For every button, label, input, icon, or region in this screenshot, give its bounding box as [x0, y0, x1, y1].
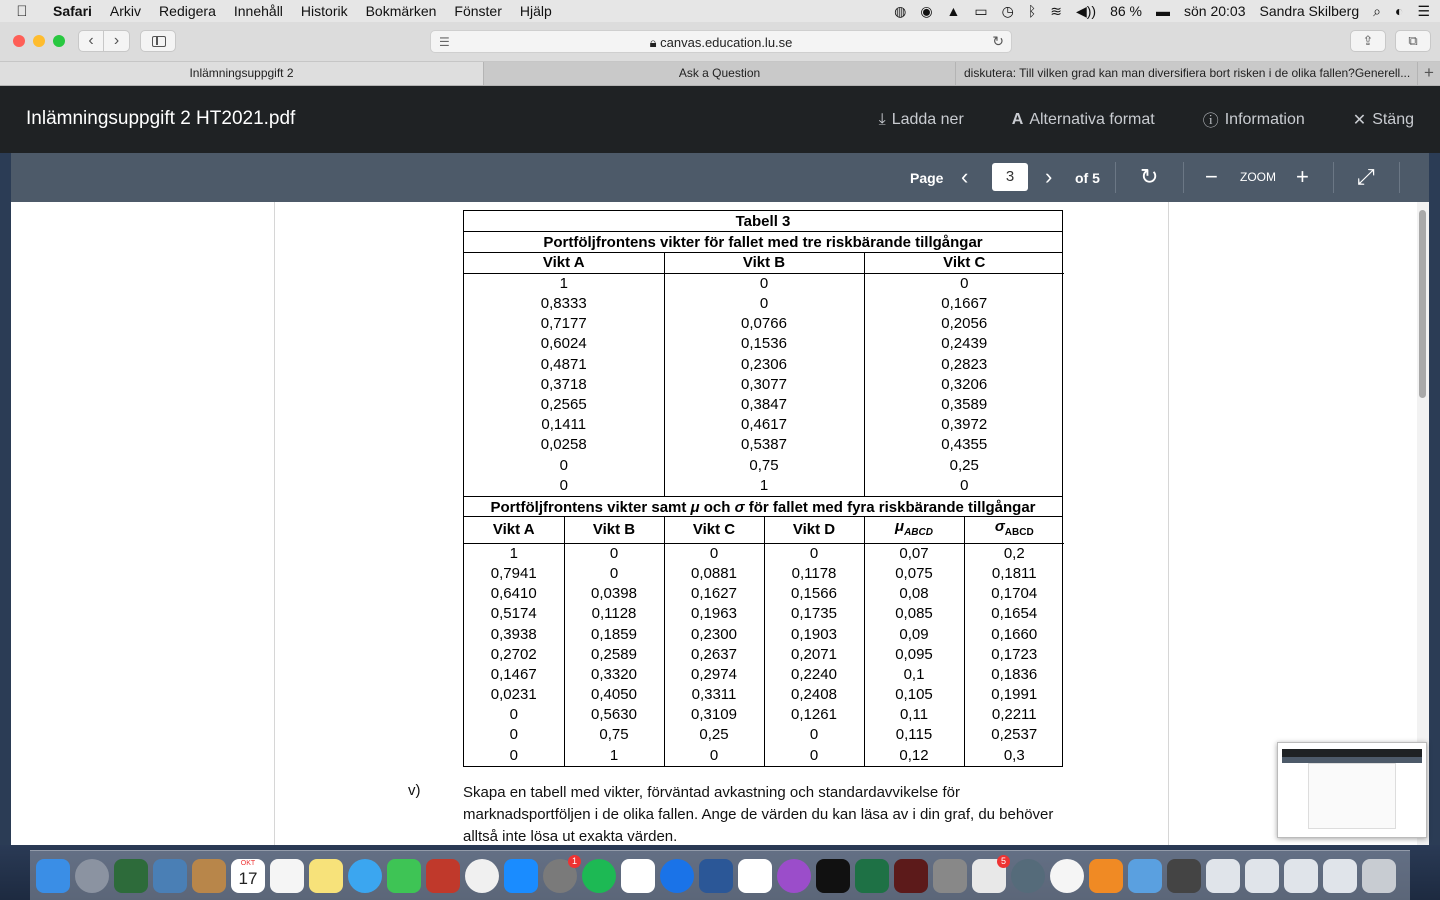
- table-cell: 0,2702: [490, 645, 537, 663]
- table-cell: 1: [509, 544, 518, 562]
- table-cell: 0: [509, 746, 518, 764]
- table-row: [464, 294, 1064, 314]
- time-machine-icon[interactable]: ◷: [1001, 2, 1014, 19]
- settings-badge: 1: [568, 855, 581, 868]
- sigma-symbol: σ: [734, 498, 745, 516]
- table-cell: 0,1991: [964, 685, 1064, 705]
- window-controls: [13, 35, 65, 47]
- sidebar-icon: [152, 36, 166, 47]
- table-cell: 0: [509, 726, 518, 744]
- url-text: canvas.education.lu.se: [660, 35, 793, 50]
- calculator-icon[interactable]: [933, 859, 967, 893]
- dock: [30, 850, 1410, 900]
- table-cell: 0,1811: [964, 564, 1064, 584]
- table-row: [464, 476, 1064, 496]
- page-label: Page: [910, 170, 944, 186]
- pdf-viewer[interactable]: [11, 202, 1429, 845]
- table-cell: 0,25: [864, 456, 1064, 476]
- menu-app-name[interactable]: Safari: [53, 3, 92, 19]
- pages-icon[interactable]: [621, 859, 655, 893]
- office-badge: 5: [997, 855, 1010, 868]
- toolbar-separator: [1115, 162, 1116, 193]
- table-cell: 0,3077: [664, 375, 864, 395]
- table-cell: 0,4355: [864, 435, 1064, 455]
- column-header-mu: [864, 517, 964, 544]
- close-window-button[interactable]: [13, 35, 25, 47]
- doc-actions: [879, 108, 1414, 131]
- table-cell: 0,08: [864, 584, 964, 604]
- volume-icon[interactable]: ◀)): [1075, 2, 1097, 19]
- toolbar-separator: [1333, 162, 1334, 193]
- table-cell: 0,6410: [490, 585, 537, 603]
- back-button[interactable]: ‹: [78, 30, 104, 52]
- column-header: Vikt C: [664, 517, 764, 544]
- table-header-row: [464, 517, 1064, 544]
- table-cell: 0,1660: [964, 624, 1064, 644]
- table-row: [464, 395, 1064, 415]
- table-cell: 0,1723: [964, 645, 1064, 665]
- table-cell: 0,1411: [541, 416, 587, 434]
- section1-title: Portföljfrontens vikter för fallet med tre riskbärande tillgångar: [464, 232, 1062, 253]
- bankid-icon[interactable]: [738, 859, 772, 893]
- downloads-folder-icon[interactable]: [1128, 859, 1162, 893]
- share-button[interactable]: ⇪: [1350, 30, 1386, 52]
- excel-icon[interactable]: [855, 859, 889, 893]
- table-row: [464, 274, 1064, 295]
- word-icon[interactable]: [699, 859, 733, 893]
- table-cell: 0,2071: [764, 645, 864, 665]
- table-cell: 0,3718: [540, 375, 587, 393]
- table-cell: 0,1: [864, 665, 964, 685]
- table-cell: 0: [559, 476, 568, 494]
- table-cell: 0,085: [864, 604, 964, 624]
- table-cell: 0,4617: [664, 415, 864, 435]
- section2-title: [464, 496, 1062, 517]
- table-cell: 0,2211: [964, 705, 1064, 725]
- table-cell: 0,1261: [764, 705, 864, 725]
- table-cell: 0,2306: [664, 355, 864, 375]
- wifi-icon[interactable]: ≋: [1050, 2, 1062, 19]
- alternative-formats-button[interactable]: [1012, 108, 1155, 131]
- forward-button[interactable]: ›: [104, 30, 130, 52]
- column-header: Vikt A: [464, 517, 564, 544]
- table-cell: 0,2589: [564, 645, 664, 665]
- table-cell: 0: [664, 274, 864, 295]
- system-preferences-icon[interactable]: [543, 855, 577, 893]
- menu-item-hjalp[interactable]: Hjälp: [519, 3, 552, 19]
- table-row: [464, 435, 1064, 455]
- table-cell: 0,11: [864, 705, 964, 725]
- table-cell: 0,2637: [664, 645, 764, 665]
- toolbar-separator: [1183, 162, 1184, 193]
- page-total: of 5: [1075, 170, 1100, 186]
- safari-icon[interactable]: [660, 859, 694, 893]
- reader-icon[interactable]: ☰: [439, 35, 450, 49]
- table-cell: 0,1178: [764, 564, 864, 584]
- photo-booth-icon[interactable]: [426, 859, 460, 893]
- table-four-assets: [464, 517, 1064, 766]
- table-cell: 0,3938: [490, 625, 537, 643]
- tabell-3: [463, 210, 1063, 767]
- airplay-icon[interactable]: ◍: [894, 2, 907, 19]
- table-cell: 0,3847: [664, 395, 864, 415]
- info-icon: ⓘ: [1202, 113, 1219, 130]
- tab-bar: [0, 62, 1440, 86]
- column-header-sigma: [964, 517, 1064, 544]
- table-cell: 0,75: [664, 456, 864, 476]
- table-cell: 0,1128: [564, 604, 664, 624]
- table-row: [464, 334, 1064, 354]
- address-bar[interactable]: [430, 30, 1012, 53]
- vlc-icon[interactable]: ▲: [946, 3, 961, 19]
- table-cell: 0,3320: [564, 665, 664, 685]
- table-cell: 0,09: [864, 624, 964, 644]
- flash-icon[interactable]: [894, 859, 928, 893]
- page-number-input[interactable]: 3: [992, 163, 1028, 191]
- table-row: [464, 543, 1064, 564]
- info-label: Information: [1224, 110, 1305, 128]
- spreadsheet-stack-icon[interactable]: [1284, 859, 1318, 893]
- menu-item-innehall[interactable]: Innehåll: [233, 3, 283, 19]
- bluetooth-icon[interactable]: ᛒ: [1027, 3, 1037, 19]
- document-stack-icon[interactable]: [1206, 859, 1240, 893]
- table-cell: 0,2974: [664, 665, 764, 685]
- sigma-subscript: ABCD: [1004, 526, 1034, 538]
- table-cell: 0,5630: [564, 705, 664, 725]
- table-cell: 0,1667: [864, 294, 1064, 314]
- table-cell: 0,5174: [490, 605, 537, 623]
- menu-item-fonster[interactable]: Fönster: [454, 3, 502, 19]
- formats-icon: A: [1011, 110, 1024, 128]
- table-cell: 0,6024: [540, 335, 587, 353]
- reload-icon[interactable]: ↻: [992, 33, 1004, 49]
- siri-icon[interactable]: ◐: [1394, 3, 1404, 19]
- menu-item-redigera[interactable]: Redigera: [159, 3, 216, 19]
- podcasts-icon[interactable]: [777, 859, 811, 893]
- table-cell: 0: [564, 543, 664, 564]
- toolbar-separator: [1399, 162, 1400, 193]
- facetime-icon[interactable]: [387, 859, 421, 893]
- office-icon[interactable]: [972, 855, 1006, 893]
- table-cell: 0,5387: [664, 435, 864, 455]
- table-cell: 0: [559, 456, 568, 474]
- download-label: Ladda ner: [891, 110, 964, 128]
- spotify-icon[interactable]: [582, 859, 616, 893]
- table-row: [464, 355, 1064, 375]
- download-icon: ⤓: [878, 110, 886, 128]
- tab-inlamningsuppgift[interactable]: Inlämningsuppgift 2: [0, 62, 484, 85]
- table-cell: 0,1654: [964, 604, 1064, 624]
- launchpad-icon[interactable]: [75, 859, 109, 893]
- table-cell: 0,12: [864, 746, 964, 766]
- table-row: [464, 564, 1064, 584]
- table-row: [464, 584, 1064, 604]
- table-cell: 0,7941: [490, 564, 537, 582]
- table-cell: 0,0766: [664, 314, 864, 334]
- close-icon: ✕: [1352, 111, 1367, 129]
- mu-symbol: μ: [690, 498, 700, 516]
- table-cell: 0,3311: [664, 685, 764, 705]
- table-cell: 0: [764, 725, 864, 745]
- close-viewer-button[interactable]: [1353, 108, 1414, 131]
- table-cell: 0,8333: [540, 295, 587, 313]
- table-cell: 0,07: [864, 543, 964, 564]
- table-cell: 0: [664, 543, 764, 564]
- display-icon[interactable]: ▭: [974, 2, 988, 19]
- table-row: [464, 725, 1064, 745]
- user-name[interactable]: Sandra Skilberg: [1259, 3, 1360, 19]
- table-row: [464, 314, 1064, 334]
- table-row: [464, 645, 1064, 665]
- table-cell: 0,1704: [964, 584, 1064, 604]
- table-cell: 0,2565: [540, 396, 587, 414]
- menu-item-bokmarken[interactable]: Bokmärken: [365, 3, 437, 19]
- information-button[interactable]: [1203, 108, 1305, 131]
- rotate-icon[interactable]: ↻: [1140, 164, 1159, 189]
- pdf-toolbar: [11, 153, 1429, 202]
- table-cell: 0,0398: [564, 584, 664, 604]
- table-cell: 0: [509, 706, 518, 724]
- table-cell: 0,25: [664, 725, 764, 745]
- app-store-icon[interactable]: [504, 859, 538, 893]
- zoom-label: ZOOM: [1240, 170, 1276, 184]
- table-cell: 0,2: [964, 543, 1064, 564]
- table-row: [464, 705, 1064, 725]
- prev-page-button[interactable]: ‹: [961, 164, 969, 189]
- next-page-button[interactable]: ›: [1045, 164, 1053, 189]
- spotlight-icon[interactable]: ⌕: [1373, 2, 1381, 19]
- compass-icon[interactable]: ◉: [920, 2, 933, 19]
- music-icon[interactable]: [1050, 859, 1084, 893]
- table-header-row: [464, 253, 1064, 274]
- table-cell: 0,3: [964, 746, 1064, 766]
- vlc-dock-icon[interactable]: [1089, 859, 1123, 893]
- lock-icon: 🔒︎: [649, 35, 657, 50]
- messages-icon[interactable]: [348, 859, 382, 893]
- table-row: [464, 665, 1064, 685]
- preview-icon[interactable]: [153, 859, 187, 893]
- table-cell: 0,3206: [864, 375, 1064, 395]
- battery-icon[interactable]: ▬: [1156, 3, 1170, 19]
- zoom-in-button[interactable]: +: [1296, 164, 1309, 189]
- pdf-page: [274, 202, 1169, 845]
- section2-title-mid: och: [699, 498, 735, 516]
- reminders-icon[interactable]: [270, 859, 304, 893]
- fullscreen-icon[interactable]: ⤢: [1357, 164, 1375, 189]
- doc-viewer-header: [0, 86, 1440, 153]
- table-cell: 1: [664, 476, 864, 496]
- table-cell: 0,7177: [540, 315, 587, 333]
- thumb-header: [1282, 749, 1422, 757]
- formats-label: Alternativa format: [1029, 110, 1155, 128]
- table-cell: 0,4871: [540, 355, 587, 373]
- notification-center-icon[interactable]: ☰: [1417, 2, 1430, 19]
- mu-symbol: μ: [895, 517, 905, 535]
- table-cell: 0: [664, 746, 764, 766]
- table-cell: 0: [864, 274, 1064, 295]
- tab-ask-question[interactable]: Ask a Question: [484, 62, 956, 85]
- tab-diskutera[interactable]: diskutera: Till vilken grad kan man diversifiera bort risken i de olika fallen?Generell...: [956, 62, 1418, 85]
- apple-menu-icon[interactable]: [0, 3, 44, 20]
- question-label: v): [408, 782, 421, 799]
- nav-buttons: [78, 30, 130, 52]
- table-cell: 0,2408: [764, 685, 864, 705]
- scrollbar-thumb[interactable]: [1419, 210, 1426, 398]
- table-cell: 0,2056: [864, 314, 1064, 334]
- question-text: Skapa en tabell med vikter, förväntad avkastning och standardavvikelse för marknadsportföljen i de olika fallen. Ange de värden du kan läsa av i din graf, du behöver alltså inte lösa ut exakta värden.: [463, 784, 1054, 845]
- table-cell: 0,0881: [664, 564, 764, 584]
- table-cell: 0,105: [864, 685, 964, 705]
- table-cell: 0,2823: [864, 355, 1064, 375]
- table-row: [464, 746, 1064, 766]
- clock[interactable]: sön 20:03: [1184, 3, 1246, 19]
- table-cell: 0,1836: [964, 665, 1064, 685]
- new-tab-button[interactable]: +: [1424, 63, 1434, 82]
- column-header: Vikt D: [764, 517, 864, 544]
- table-cell: 0,3972: [864, 415, 1064, 435]
- sidebar-toggle-button[interactable]: [140, 30, 176, 52]
- contacts-icon[interactable]: [192, 859, 226, 893]
- table-cell: 0,1627: [664, 584, 764, 604]
- minimize-window-button[interactable]: [33, 35, 45, 47]
- calendar-icon[interactable]: OKT 17: [231, 859, 265, 893]
- table-cell: 0,1735: [764, 604, 864, 624]
- table-cell: 0,2439: [864, 334, 1064, 354]
- section2-title-pre: Portföljfrontens vikter samt: [490, 498, 691, 516]
- table-cell: 1: [559, 275, 568, 292]
- table-cell: 0,2240: [764, 665, 864, 685]
- zoom-window-button[interactable]: [53, 35, 65, 47]
- table-cell: 0,1467: [490, 665, 537, 683]
- table-cell: 0,1566: [764, 584, 864, 604]
- table-cell: 0,1903: [764, 624, 864, 644]
- browser-toolbar: [0, 22, 1440, 62]
- table-cell: 0,0258: [540, 436, 587, 454]
- file-stack-icon[interactable]: [1323, 859, 1357, 893]
- tab-overview-button[interactable]: ⧉: [1395, 30, 1431, 52]
- download-button[interactable]: [879, 108, 964, 131]
- table-cell: 0,1536: [664, 334, 864, 354]
- close-label: Stäng: [1372, 110, 1414, 128]
- table-cell: 0,75: [564, 725, 664, 745]
- screenshot-thumbnail[interactable]: [1277, 742, 1427, 838]
- table-cell: 0,2300: [664, 624, 764, 644]
- table-cell: 0: [864, 476, 1064, 496]
- notes-icon[interactable]: [309, 859, 343, 893]
- table-cell: 0,115: [864, 725, 964, 745]
- menu-bar: [0, 0, 1440, 22]
- calculator-stack-icon[interactable]: [1167, 859, 1201, 893]
- table-cell: 0: [764, 746, 864, 766]
- table-cell: 0,3109: [664, 705, 764, 725]
- menu-item-arkiv[interactable]: Arkiv: [109, 3, 142, 19]
- battery-percent[interactable]: 86 %: [1110, 3, 1142, 19]
- column-header: Vikt B: [664, 253, 864, 274]
- table-cell: 0: [564, 564, 664, 584]
- table-title: Tabell 3: [464, 211, 1062, 232]
- table-cell: 0,075: [864, 564, 964, 584]
- table-cell: 0,0231: [490, 686, 537, 704]
- table-row: [464, 415, 1064, 435]
- section2-title-post: för fallet med fyra riskbärande tillgångar: [744, 498, 1036, 516]
- table-cell: 0,2537: [964, 725, 1064, 745]
- sigma-symbol: σ: [994, 517, 1005, 535]
- table-three-assets: [464, 253, 1064, 496]
- table-cell: 0,1859: [564, 624, 664, 644]
- table-cell: 0: [664, 294, 864, 314]
- table-row: [464, 604, 1064, 624]
- photos-icon[interactable]: [465, 859, 499, 893]
- screenshot-stack-icon[interactable]: [1245, 859, 1279, 893]
- table-cell: 0,1963: [664, 604, 764, 624]
- table-cell: 0,095: [864, 645, 964, 665]
- table-row: [464, 456, 1064, 476]
- table-row: [464, 375, 1064, 395]
- trash-icon[interactable]: [1362, 859, 1396, 893]
- table-cell: 0,3589: [864, 395, 1064, 415]
- column-header: Vikt B: [564, 517, 664, 544]
- table-row: [464, 685, 1064, 705]
- column-header: Vikt A: [464, 253, 664, 274]
- document-title: Inlämningsuppgift 2 HT2021.pdf: [26, 108, 296, 129]
- table-row: [464, 624, 1064, 644]
- mu-subscript: ABCD: [904, 526, 933, 538]
- table-cell: 0,4050: [564, 685, 664, 705]
- apple-tv-icon[interactable]: [816, 859, 850, 893]
- table-cell: 1: [564, 746, 664, 766]
- dashboard-icon[interactable]: [114, 859, 148, 893]
- column-header: Vikt C: [864, 253, 1064, 274]
- finder-icon[interactable]: [36, 859, 70, 893]
- tor-icon[interactable]: [1011, 859, 1045, 893]
- table-cell: 0: [764, 543, 864, 564]
- menu-item-historik[interactable]: Historik: [300, 3, 348, 19]
- thumb-page: [1308, 763, 1396, 829]
- zoom-out-button[interactable]: −: [1205, 164, 1218, 189]
